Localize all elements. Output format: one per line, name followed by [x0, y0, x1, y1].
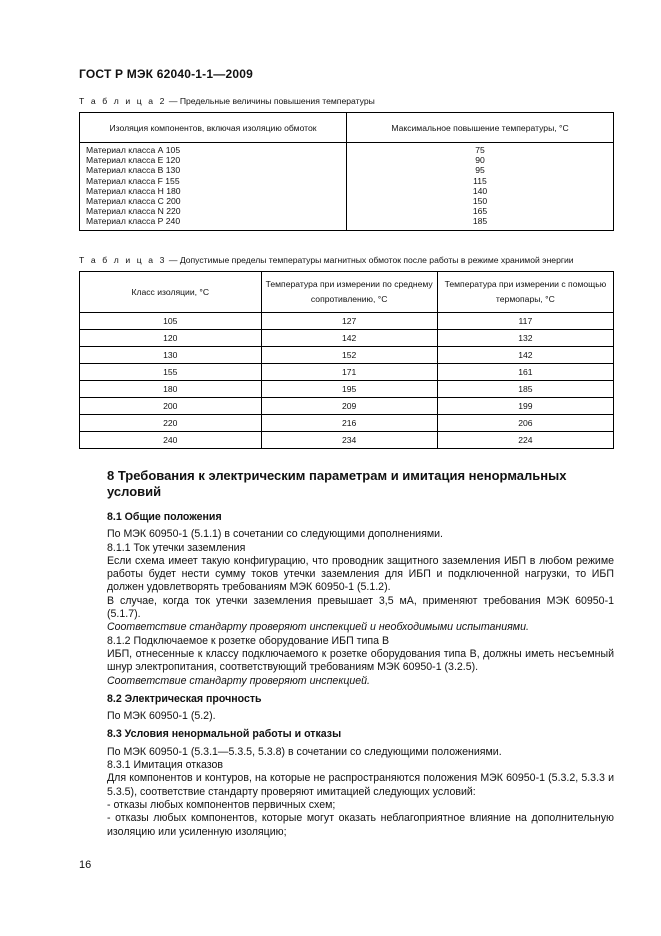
table-row	[80, 330, 614, 347]
table2-cell: Материал класса Р 240	[86, 216, 181, 227]
paragraph: По МЭК 60950-1 (5.2).	[107, 710, 216, 723]
page-number: 16	[79, 859, 92, 871]
table3-cell: 240	[80, 432, 262, 449]
section-8-1-title: 8.1 Общие положения	[107, 511, 222, 523]
table3-cell: 171	[261, 364, 437, 381]
table2-cell: 140	[472, 185, 488, 196]
table2-cell: 165	[472, 206, 488, 217]
table2-cell: 150	[472, 196, 488, 207]
list-item: - отказы любых компонентов, которые могут оказать неблагоприятное влияние на дополнительную изоляцию или усиленную изоляцию;	[107, 812, 614, 838]
list-item: - отказы любых компонентов первичных схем;	[107, 798, 336, 811]
table2-header-insulation: Изоляция компонентов, включая изоляцию обмоток	[80, 113, 347, 143]
section-8-2-title: 8.2 Электрическая прочность	[107, 692, 262, 705]
table2-cell: Материал класса F 155	[86, 175, 180, 186]
table3-cell: 130	[80, 347, 262, 364]
table2-caption	[79, 96, 375, 106]
table3-cell: 216	[261, 415, 437, 432]
table2-cell: 115	[473, 175, 487, 186]
table3-caption-prefix: Т а б л и ц а 3	[79, 255, 167, 265]
table2-cell: Материал класса Е 120	[86, 155, 181, 166]
table2-cell: Материал класса N 220	[86, 206, 181, 217]
table3-cell: 199	[437, 398, 613, 415]
table-temperature-rise	[79, 112, 614, 231]
table3-cell: 152	[261, 347, 437, 364]
table3-cell: 220	[80, 415, 262, 432]
table2-caption-prefix: Т а б л и ц а 2	[79, 96, 167, 106]
table3-cell: 200	[80, 398, 262, 415]
table3-cell: 155	[80, 364, 262, 381]
paragraph: По МЭК 60950-1 (5.3.1—5.3.5, 5.3.8) в сочетании со следующими положениями.	[107, 745, 502, 758]
table3-cell: 117	[437, 313, 613, 330]
table-row	[80, 398, 614, 415]
table2-cell: Материал класса С 200	[86, 196, 181, 207]
table3-cell: 185	[437, 381, 613, 398]
section-8-3-title: 8.3 Условия ненормальной работы и отказы	[107, 728, 342, 741]
section-8-content	[107, 468, 614, 839]
paragraph: По МЭК 60950-1 (5.1.1) в сочетании со следующими дополнениями.	[107, 528, 443, 541]
table3-header-thermocouple: Температура при измерении с помощью термопары, °С	[437, 272, 613, 313]
table-row	[80, 347, 614, 364]
section-8-1-1-title: 8.1.1 Ток утечки заземления	[107, 541, 246, 554]
table3-caption	[79, 255, 574, 265]
table2-cell: 75	[475, 145, 485, 155]
table-row	[80, 313, 614, 330]
paragraph: В случае, когда ток утечки заземления превышает 3,5 мА, применяют требования МЭК 60950-1 (5.1.7).	[107, 594, 614, 621]
table-row	[80, 432, 614, 449]
table2-col-values	[347, 143, 614, 231]
document-header: ГОСТ Р МЭК 62040-1-1—2009	[79, 67, 253, 81]
table3-cell: 224	[437, 432, 613, 449]
table2-caption-text: — Предельные величины повышения температуры	[166, 96, 375, 106]
table-row	[80, 415, 614, 432]
table-winding-temperature-limits	[79, 271, 614, 449]
table3-cell: 120	[80, 330, 262, 347]
table2-cell: 95	[475, 165, 485, 176]
table2-header-max-rise: Максимальное повышение температуры, °С	[347, 113, 614, 143]
table3-cell: 209	[261, 398, 437, 415]
section-8-title: 8 Требования к электрическим параметрам и имитация ненормальных условий	[107, 468, 567, 499]
table3-cell: 142	[437, 347, 613, 364]
table2-cell: Материал класса В 130	[86, 165, 181, 176]
section-8-3-1-title: 8.3.1 Имитация отказов	[107, 759, 224, 772]
table2-cell: 90	[475, 155, 485, 166]
table2-cell: Материал класса А 105	[86, 145, 181, 155]
paragraph: Если схема имеет такую конфигурацию, что проводник защитного заземления ИБП в любом режиме работы будет нести сумму токов утечки заземления для ИБП и подключенной нагрузки, то ИБП должен удовлетворять требованиям МЭК 60950-1 (5.1.2).	[107, 554, 614, 594]
table3-cell: 234	[261, 432, 437, 449]
table3-cell: 180	[80, 381, 262, 398]
table3-header-resistance: Температура при измерении по среднему сопротивлению, °С	[261, 272, 437, 313]
table3-cell: 195	[261, 381, 437, 398]
compliance-note: Соответствие стандарту проверяют инспекцией и необходимыми испытаниями.	[107, 621, 529, 634]
table-row	[80, 364, 614, 381]
paragraph: ИБП, отнесенные к классу подключаемого к розетке оборудования типа В, должны иметь несъемный шнур электропитания, соответствующий требованиям МЭК 60950-1 (3.2.5).	[107, 647, 614, 674]
section-8-1-2-title: 8.1.2 Подключаемое к розетке оборудование ИБП типа В	[107, 634, 390, 647]
table-row	[80, 381, 614, 398]
table3-cell: 105	[80, 313, 262, 330]
table2-col-materials	[80, 143, 347, 231]
table3-cell: 132	[437, 330, 613, 347]
table3-cell: 161	[437, 364, 613, 381]
table3-cell: 206	[437, 415, 613, 432]
table3-cell: 127	[261, 313, 437, 330]
paragraph: Для компонентов и контуров, на которые не распространяются положения МЭК 60950-1 (5.3.2, 5.3.3 и 5.3.5), соответствие стандарту проверяют имитацией следующих условий:	[107, 772, 614, 798]
table3-caption-text: — Допустимые пределы температуры магнитных обмоток после работы в режиме хранимой энергии	[166, 255, 574, 265]
table2-cell: 185	[472, 216, 488, 227]
table3-cell: 142	[261, 330, 437, 347]
compliance-note: Соответствие стандарту проверяют инспекцией.	[107, 674, 370, 687]
table2-cell: Материал класса Н 180	[86, 185, 181, 196]
table3-header-class: Класс изоляции, °С	[80, 272, 262, 313]
